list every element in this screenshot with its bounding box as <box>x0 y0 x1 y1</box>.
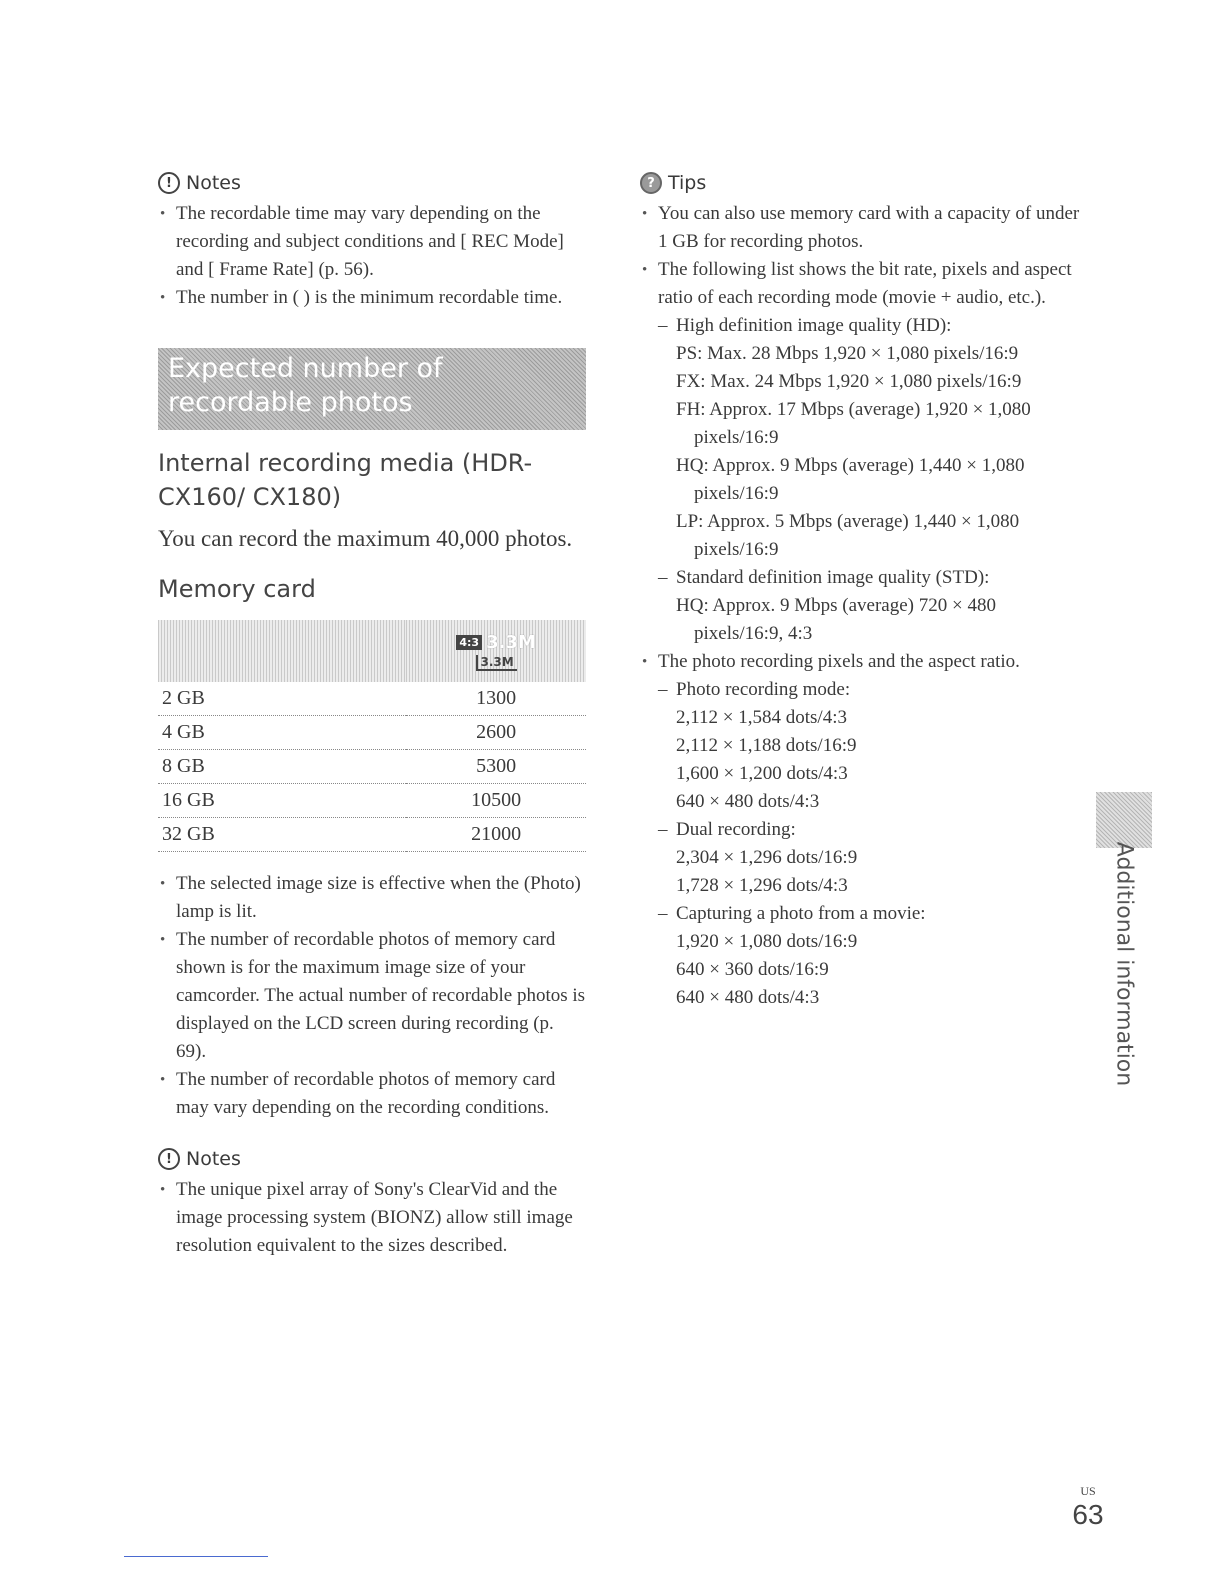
image-size-bracket-icon: 3.3M <box>476 655 517 671</box>
list-item: • The number of recordable photos of memory card may vary depending on the recording conditions. <box>158 1066 586 1122</box>
list-item <box>640 256 1080 648</box>
list-item: • The selected image size is effective when the (Photo) lamp is lit. <box>158 870 586 926</box>
section-side-label: Additional information <box>1111 841 1137 1087</box>
page-number <box>1068 1484 1108 1531</box>
tips-icon: ? <box>640 172 662 194</box>
table-row <box>158 750 586 784</box>
photos-cell: 21000 <box>406 818 586 852</box>
table-row <box>158 716 586 750</box>
table-header-blank <box>158 620 406 682</box>
memory-card-heading: Memory card <box>158 575 316 603</box>
memory-card-notes <box>158 870 586 1122</box>
hd-mode: FH: Approx. 17 Mbps (average) 1,920 × 1,080 <box>676 399 1031 420</box>
tips-title: Tips <box>668 172 707 194</box>
hd-mode-cont: pixels/16:9 <box>694 539 779 560</box>
dual-recording-value: 1,728 × 1,296 dots/4:3 <box>676 875 848 896</box>
hd-mode: HQ: Approx. 9 Mbps (average) 1,440 × 1,080 <box>676 455 1025 476</box>
internal-media-heading: Internal recording media (HDR-CX160/ CX180) <box>158 449 533 511</box>
dual-recording-label: – Dual recording: <box>658 816 1080 844</box>
notes-list <box>158 1176 586 1260</box>
photo-mode-value: 2,112 × 1,188 dots/16:9 <box>676 735 857 756</box>
table-row <box>158 784 586 818</box>
dual-recording-value: 2,304 × 1,296 dots/16:9 <box>676 847 858 868</box>
capacity-cell: 4 GB <box>158 716 406 750</box>
std-mode-cont: pixels/16:9, 4:3 <box>694 623 813 644</box>
notes-title: Notes <box>186 172 241 194</box>
capacity-cell: 32 GB <box>158 818 406 852</box>
image-size-label: 3.3M <box>486 631 536 653</box>
list-item <box>640 648 1080 1012</box>
photos-cell: 5300 <box>406 750 586 784</box>
photo-capacity-table <box>158 620 586 852</box>
page-number-value: 63 <box>1072 1499 1104 1530</box>
std-label: – Standard definition image quality (STD): <box>658 564 1080 592</box>
tips-heading <box>640 172 1080 194</box>
photo-mode-value: 640 × 480 dots/4:3 <box>676 791 820 812</box>
footer-divider <box>124 1556 268 1557</box>
capacity-cell: 2 GB <box>158 682 406 716</box>
list-item: • The recordable time may vary depending on the recording and subject conditions and [ REC Mode] and [ Frame Rate] (p. 56). <box>158 200 586 284</box>
section-tab-marker <box>1096 792 1152 848</box>
hd-label: – High definition image quality (HD): <box>658 312 1080 340</box>
capture-value: 640 × 480 dots/4:3 <box>676 987 820 1008</box>
notes-icon: ! <box>158 1148 180 1170</box>
hd-mode-cont: pixels/16:9 <box>694 427 779 448</box>
notes-heading <box>158 172 586 194</box>
list-item: • The number in ( ) is the minimum recordable time. <box>158 284 586 312</box>
notes-heading <box>158 1148 586 1170</box>
capacity-cell: 16 GB <box>158 784 406 818</box>
capture-value: 1,920 × 1,080 dots/16:9 <box>676 931 858 952</box>
hd-mode: PS: Max. 28 Mbps 1,920 × 1,080 pixels/16:9 <box>676 343 1019 364</box>
photo-mode-value: 2,112 × 1,584 dots/4:3 <box>676 707 847 728</box>
table-row <box>158 818 586 852</box>
std-mode: HQ: Approx. 9 Mbps (average) 720 × 480 <box>676 595 996 616</box>
list-item: • You can also use memory card with a capacity of under 1 GB for recording photos. <box>640 200 1080 256</box>
photo-mode-label: – Photo recording mode: <box>658 676 1080 704</box>
tip-text: The photo recording pixels and the aspect ratio. <box>658 651 1020 672</box>
internal-media-text: You can record the maximum 40,000 photos. <box>158 526 573 551</box>
photos-cell: 1300 <box>406 682 586 716</box>
tips-list <box>640 200 1080 1012</box>
hd-mode: FX: Max. 24 Mbps 1,920 × 1,080 pixels/16:9 <box>676 371 1022 392</box>
image-size-icon <box>456 632 536 671</box>
notes-icon: ! <box>158 172 180 194</box>
notes-title: Notes <box>186 1148 241 1170</box>
capacity-cell: 8 GB <box>158 750 406 784</box>
list-item: • The number of recordable photos of memory card shown is for the maximum image size of your camcorder. The actual number of recordable photos is displayed on the LCD screen during recording (p. 69). <box>158 926 586 1066</box>
section-banner: Expected number of recordable photos <box>158 348 586 430</box>
capture-value: 640 × 360 dots/16:9 <box>676 959 829 980</box>
photos-cell: 10500 <box>406 784 586 818</box>
table-row <box>158 682 586 716</box>
tip-text: The following list shows the bit rate, pixels and aspect ratio of each recording mode (movie + audio, etc.). <box>658 259 1072 308</box>
list-item: • The unique pixel array of Sony's ClearVid and the image processing system (BIONZ) allow still image resolution equivalent to the sizes described. <box>158 1176 586 1260</box>
table-header-row <box>158 620 586 682</box>
hd-mode: LP: Approx. 5 Mbps (average) 1,440 × 1,080 <box>676 511 1020 532</box>
photo-mode-value: 1,600 × 1,200 dots/4:3 <box>676 763 848 784</box>
photos-cell: 2600 <box>406 716 586 750</box>
image-size-header <box>406 620 586 682</box>
left-column <box>158 172 586 1260</box>
page-locale: US <box>1080 1484 1096 1498</box>
notes-list <box>158 200 586 312</box>
hd-mode-cont: pixels/16:9 <box>694 483 779 504</box>
right-column <box>640 172 1080 1012</box>
capture-label: – Capturing a photo from a movie: <box>658 900 1080 928</box>
aspect-ratio-badge: 4:3 <box>456 635 482 650</box>
